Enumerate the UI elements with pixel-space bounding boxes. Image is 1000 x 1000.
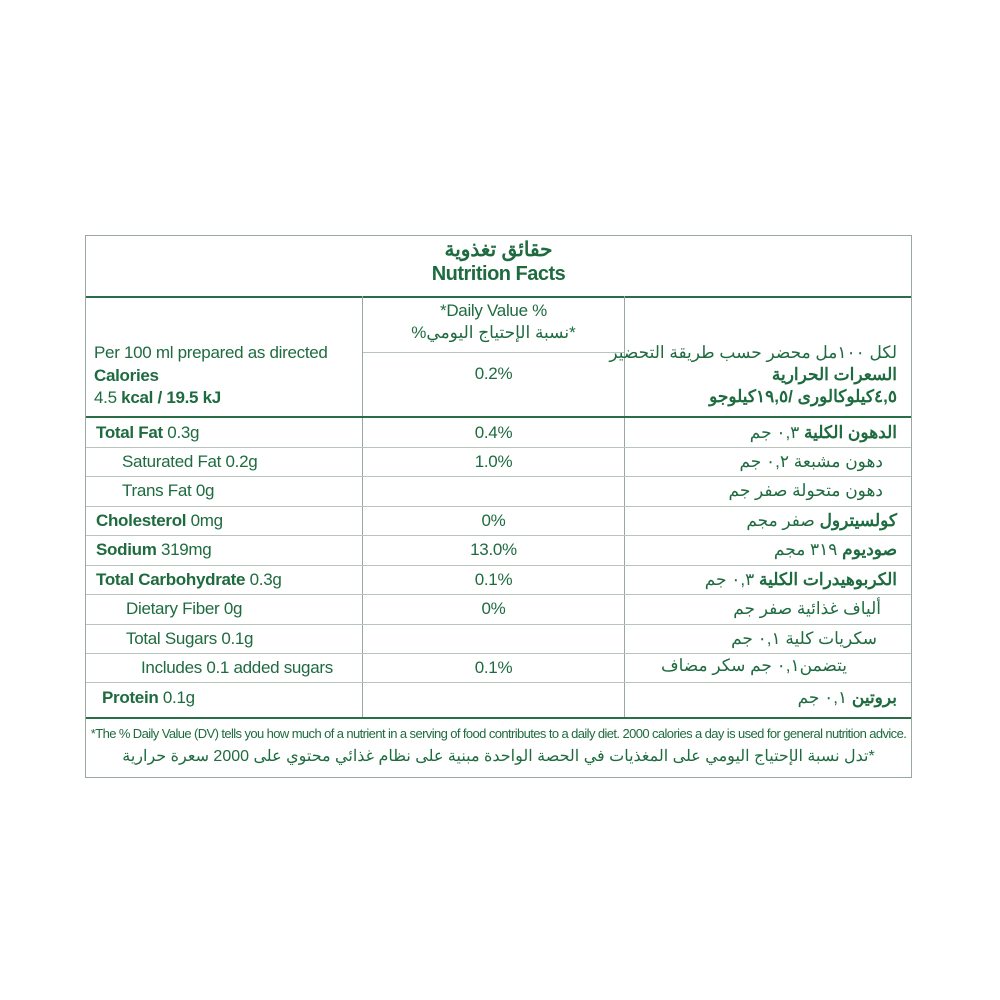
nutrient-amount-ar: ٠,٣ جم [749, 423, 805, 442]
nutrient-en-dietary-fiber: Dietary Fiber 0g [126, 599, 243, 618]
nutrient-en-total-carbohydrate [96, 569, 282, 591]
row-divider [86, 447, 911, 448]
nutrient-amount-ar: ٣١٩ مجم [773, 540, 843, 559]
nutrient-dv-dietary-fiber: 0% [481, 599, 506, 618]
row-divider [86, 682, 911, 683]
row-divider [86, 506, 911, 507]
row-divider [86, 594, 911, 595]
nutrient-dv-total-carbohydrate: 0.1% [474, 570, 513, 589]
nutrient-label: Total Fat [96, 423, 163, 442]
nutrient-ar-protein [798, 687, 897, 709]
row-divider [86, 624, 911, 625]
nutrient-amount: 0.1g [158, 688, 195, 707]
nutrient-ar-dietary-fiber: ألياف غذائية صفر جم [733, 599, 881, 618]
nutrient-amount: 319mg [156, 540, 212, 559]
serving-size-en: Per 100 ml prepared as directed [94, 343, 328, 362]
nutrient-en-cholesterol [96, 510, 223, 532]
row-divider [86, 476, 911, 477]
title-arabic: حقائق تغذوية [444, 239, 553, 261]
nutrient-label: Cholesterol [96, 511, 187, 530]
nutrient-ar-total-sugars: سكريات كلية ٠,١ جم [731, 629, 877, 648]
nutrient-label: Sodium [96, 540, 157, 559]
title-block [86, 236, 911, 298]
calories-dv: 0.2% [474, 364, 513, 383]
footnote-en: *The % Daily Value (DV) tells you how much of a nutrient in a serving of food contributes to a daily diet. 2000 calories a day is used for general nutrition advice. [90, 726, 907, 741]
nutrient-dv-saturated-fat: 1.0% [474, 452, 513, 471]
calories-label-ar: السعرات الحرارية [771, 365, 897, 384]
footer-divider [86, 717, 911, 719]
nutrient-dv-cholesterol: 0% [481, 511, 506, 530]
nutrient-label-ar: بروتين [851, 688, 897, 707]
nutrient-dv-added-sugars: 0.1% [474, 658, 513, 677]
row-divider [86, 535, 911, 536]
row-divider [86, 565, 911, 566]
nutrient-en-trans-fat: Trans Fat 0g [122, 481, 215, 500]
nutrient-ar-saturated-fat: دهون مشبعة ٠,٢ جم [739, 452, 883, 471]
daily-value-header-en: *Daily Value % [440, 301, 547, 320]
serving-size-ar: لكل ١٠٠مل محضر حسب طريقة التحضير [609, 343, 897, 362]
title-english: Nutrition Facts [431, 263, 566, 285]
footnote-ar: *تدل نسبة الإحتياج اليومي على المغذيات في الحصة الواحدة مبنية على نظام غذائي محتوي على 2000 سعرة حرارية [122, 748, 875, 765]
nutrient-amount-ar: صفر مجم [746, 511, 820, 530]
nutrient-dv-total-fat: 0.4% [474, 423, 513, 442]
daily-value-header-ar: *نسبة الإحتياج اليومي% [411, 323, 576, 342]
nutrient-label: Total Carbohydrate [96, 570, 246, 589]
nutrient-label-ar: كولسيترول [819, 511, 897, 530]
column-divider-1 [362, 296, 363, 718]
nutrient-amount: 0.3g [162, 423, 200, 442]
nutrient-en-sodium [96, 539, 211, 561]
nutrient-label-ar: صوديوم [842, 540, 897, 559]
nutrition-facts-label [85, 235, 912, 778]
nutrient-ar-sodium [774, 539, 897, 561]
nutrient-ar-trans-fat: دهون متحولة صفر جم [728, 481, 883, 500]
energy-value: 4.5 [94, 388, 117, 407]
nutrient-ar-total-carbohydrate [705, 569, 897, 591]
nutrient-label-ar: الكربوهيدرات الكلية [758, 570, 897, 589]
nutrient-label: Protein [102, 688, 159, 707]
energy-ar: ٤,٥كيلوكالورى /١٩,٥كيلوجو [709, 387, 897, 406]
nutrient-ar-added-sugars: يتضمن٠,١ جم سكر مضاف [660, 656, 847, 675]
nutrient-amount: 0mg [186, 511, 223, 530]
calories-label-en: Calories [94, 366, 159, 385]
nutrient-ar-cholesterol [746, 510, 897, 532]
energy-en [94, 387, 221, 409]
energy-units: kcal / 19.5 kJ [121, 388, 221, 407]
dv-header-divider [363, 352, 624, 353]
nutrient-amount-ar: ٠,١ جم [797, 688, 852, 707]
row-divider [86, 653, 911, 654]
nutrient-en-saturated-fat: Saturated Fat 0.2g [122, 452, 258, 471]
section-divider [86, 416, 911, 418]
nutrient-ar-total-fat [750, 422, 897, 444]
nutrient-amount-ar: ٠,٣ جم [704, 570, 759, 589]
nutrient-en-total-sugars: Total Sugars 0.1g [126, 629, 254, 648]
nutrient-en-protein [102, 687, 195, 709]
nutrient-label-ar: الدهون الكلية [804, 423, 897, 442]
nutrient-dv-sodium: 13.0% [470, 540, 517, 559]
nutrient-en-added-sugars: Includes 0.1 added sugars [141, 658, 333, 677]
nutrient-en-total-fat [96, 422, 199, 444]
nutrient-amount: 0.3g [245, 570, 282, 589]
